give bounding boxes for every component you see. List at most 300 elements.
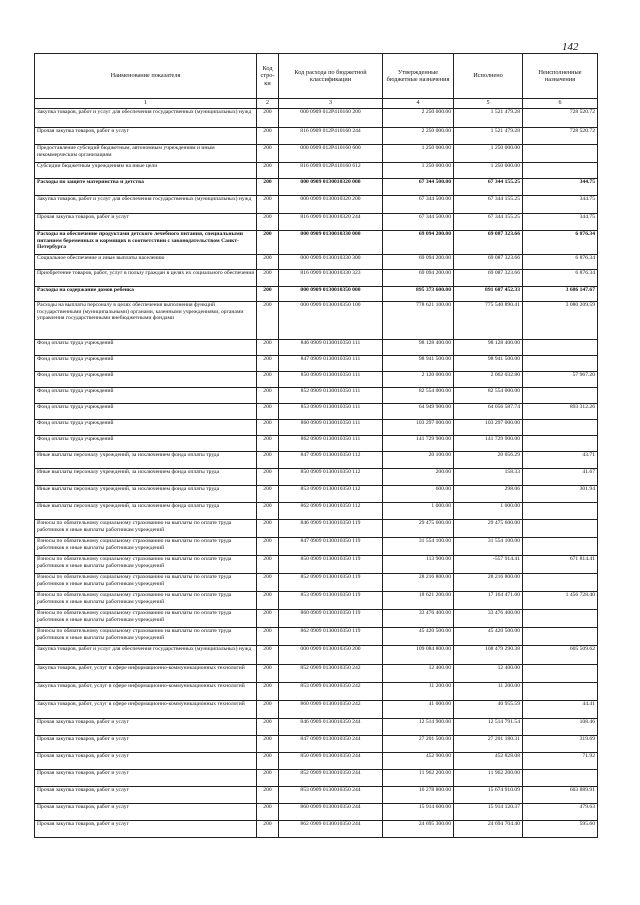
cell-indicator-name: Закупка товаров, работ, услуг в сфере информационно-коммуникационных технологий bbox=[35, 701, 257, 719]
cell-indicator-name: Фонд оплаты труда учреждений bbox=[35, 356, 257, 372]
cell-indicator-name: Закупка товаров, работ, услуг в сфере информационно-коммуникационных технологий bbox=[35, 665, 257, 683]
cell-indicator-name: Фонд оплаты труда учреждений bbox=[35, 436, 257, 452]
cell-approved: 31 554 100.00 bbox=[383, 538, 454, 556]
cell-unexecuted: 6 876.34 bbox=[523, 270, 598, 287]
cell-executed: 1 250 000.00 bbox=[454, 163, 523, 179]
cell-expense-code: 816 0909 0130010320 244 bbox=[279, 214, 383, 231]
cell-unexecuted: 1 456 728.40 bbox=[523, 592, 598, 610]
cell-approved: 28 216 800.00 bbox=[383, 574, 454, 592]
cell-indicator-name: Взносы по обязательному социальному страхованию на выплаты по оплате труда работников и иные выплаты работникам учреждений bbox=[35, 538, 257, 556]
header-unexecuted: Неисполненные назначения bbox=[523, 54, 598, 99]
cell-line-code: 200 bbox=[257, 628, 279, 646]
cell-line-code: 200 bbox=[257, 610, 279, 628]
cell-executed: 31 554 100.00 bbox=[454, 538, 523, 556]
cell-indicator-name: Прочая закупка товаров, работ и услуг bbox=[35, 821, 257, 838]
cell-executed: 67 344 155.25 bbox=[454, 196, 523, 214]
cell-line-code: 200 bbox=[257, 701, 279, 719]
cell-approved: 2 250 000.00 bbox=[383, 128, 454, 145]
cell-indicator-name: Взносы по обязательному социальному страхованию на выплаты по оплате труда работников и иные выплаты работникам учреждений bbox=[35, 556, 257, 574]
cell-unexecuted bbox=[523, 610, 598, 628]
cell-approved: 103 297 000.00 bbox=[383, 420, 454, 436]
cell-unexecuted bbox=[523, 420, 598, 436]
cell-unexecuted bbox=[523, 520, 598, 538]
cell-line-code: 200 bbox=[257, 503, 279, 520]
header-expense-code: Код расхода по бюджетной классификации bbox=[279, 54, 383, 99]
cell-line-code: 200 bbox=[257, 388, 279, 404]
cell-indicator-name: Приобретение товаров, работ, услуг в пользу граждан в целях их социального обеспечения bbox=[35, 270, 257, 287]
cell-approved: 1 250 000.00 bbox=[383, 145, 454, 163]
table-row bbox=[35, 592, 598, 610]
table-row bbox=[35, 804, 598, 821]
cell-unexecuted: 6 876.34 bbox=[523, 255, 598, 270]
cell-approved: 11 200.00 bbox=[383, 683, 454, 701]
table-row bbox=[35, 196, 598, 214]
cell-indicator-name: Иные выплаты персоналу учреждений, за исключением фонда оплаты труда bbox=[35, 469, 257, 486]
cell-unexecuted: 344.75 bbox=[523, 179, 598, 196]
cell-unexecuted bbox=[523, 503, 598, 520]
cell-line-code: 200 bbox=[257, 340, 279, 356]
cell-unexecuted: 893 312.26 bbox=[523, 404, 598, 420]
table-row bbox=[35, 503, 598, 520]
cell-line-code: 200 bbox=[257, 372, 279, 388]
column-number: 6 bbox=[523, 99, 598, 109]
cell-executed: 40 955.59 bbox=[454, 701, 523, 719]
cell-unexecuted: 3 080 209.59 bbox=[523, 302, 598, 340]
column-number: 1 bbox=[35, 99, 257, 109]
cell-indicator-name: Закупка товаров, работ и услуг для обеспечения государственных (муниципальных) нужд bbox=[35, 196, 257, 214]
table-row bbox=[35, 420, 598, 436]
cell-indicator-name: Расходы на выплаты персоналу в целях обеспечения выполнения функций государственными (муниципальными) органами, казенными учреждениями, органами управления государственными внебюджетными фондами bbox=[35, 302, 257, 340]
cell-approved: 2 120 000.00 bbox=[383, 372, 454, 388]
cell-indicator-name: Прочая закупка товаров, работ и услуг bbox=[35, 787, 257, 804]
cell-line-code: 200 bbox=[257, 452, 279, 469]
cell-expense-code: 862 0909 0130010350 112 bbox=[279, 503, 383, 520]
table-row bbox=[35, 469, 598, 486]
cell-indicator-name: Прочая закупка товаров, работ и услуг bbox=[35, 736, 257, 753]
cell-executed: 98 941 500.00 bbox=[454, 356, 523, 372]
cell-unexecuted bbox=[523, 145, 598, 163]
cell-executed: 1 521 479.28 bbox=[454, 128, 523, 145]
table-row bbox=[35, 770, 598, 787]
cell-executed: 775 540 890.41 bbox=[454, 302, 523, 340]
cell-unexecuted: 71.92 bbox=[523, 753, 598, 770]
cell-unexecuted: 43.71 bbox=[523, 452, 598, 469]
cell-line-code: 200 bbox=[257, 753, 279, 770]
cell-line-code: 200 bbox=[257, 356, 279, 372]
column-number: 2 bbox=[257, 99, 279, 109]
cell-expense-code: 850 0909 0130010350 111 bbox=[279, 372, 383, 388]
table-row bbox=[35, 214, 598, 231]
cell-executed: -557 914.41 bbox=[454, 556, 523, 574]
cell-indicator-name: Прочая закупка товаров, работ и услуг bbox=[35, 804, 257, 821]
cell-approved: 895 373 600.00 bbox=[383, 287, 454, 302]
cell-approved: 45 420 500.00 bbox=[383, 628, 454, 646]
cell-indicator-name: Фонд оплаты труда учреждений bbox=[35, 420, 257, 436]
cell-expense-code: 853 0909 0130010350 119 bbox=[279, 592, 383, 610]
cell-unexecuted: 44.41 bbox=[523, 701, 598, 719]
cell-line-code: 200 bbox=[257, 302, 279, 340]
cell-expense-code: 000 0909 0130010350 200 bbox=[279, 646, 383, 665]
cell-expense-code: 852 0909 0130010350 111 bbox=[279, 388, 383, 404]
cell-executed: 452 828.08 bbox=[454, 753, 523, 770]
cell-line-code: 200 bbox=[257, 163, 279, 179]
table-row bbox=[35, 231, 598, 255]
cell-unexecuted bbox=[523, 574, 598, 592]
cell-indicator-name: Фонд оплаты труда учреждений bbox=[35, 372, 257, 388]
cell-unexecuted bbox=[523, 628, 598, 646]
cell-executed: 12 400.00 bbox=[454, 665, 523, 683]
cell-approved: 67 344 500.00 bbox=[383, 214, 454, 231]
table-row bbox=[35, 452, 598, 469]
cell-unexecuted bbox=[523, 356, 598, 372]
cell-approved: 2 250 000.00 bbox=[383, 109, 454, 128]
cell-expense-code: 853 0909 0130010350 242 bbox=[279, 683, 383, 701]
cell-executed: 98 128 400.00 bbox=[454, 340, 523, 356]
cell-expense-code: 000 0909 0130010320 000 bbox=[279, 179, 383, 196]
cell-line-code: 200 bbox=[257, 196, 279, 214]
cell-line-code: 200 bbox=[257, 109, 279, 128]
cell-expense-code: 860 0909 0130010350 242 bbox=[279, 701, 383, 719]
cell-line-code: 200 bbox=[257, 404, 279, 420]
table-header-row bbox=[35, 54, 598, 99]
cell-unexecuted: 41.67 bbox=[523, 469, 598, 486]
cell-approved: 778 621 100.00 bbox=[383, 302, 454, 340]
cell-executed: 67 344 155.25 bbox=[454, 179, 523, 196]
cell-executed: 141 729 900.00 bbox=[454, 436, 523, 452]
table-row bbox=[35, 109, 598, 128]
table-row bbox=[35, 610, 598, 628]
table-row bbox=[35, 128, 598, 145]
cell-unexecuted: 605 509.62 bbox=[523, 646, 598, 665]
cell-line-code: 200 bbox=[257, 270, 279, 287]
cell-line-code: 200 bbox=[257, 574, 279, 592]
table-row bbox=[35, 736, 598, 753]
table-row bbox=[35, 556, 598, 574]
cell-approved: 12 514 900.00 bbox=[383, 719, 454, 736]
cell-expense-code: 847 0909 0130010350 119 bbox=[279, 538, 383, 556]
cell-unexecuted: 319.69 bbox=[523, 736, 598, 753]
cell-indicator-name: Взносы по обязательному социальному страхованию на выплаты по оплате труда работников и иные выплаты работникам учреждений bbox=[35, 520, 257, 538]
cell-executed: 103 297 000.00 bbox=[454, 420, 523, 436]
table-row bbox=[35, 356, 598, 372]
cell-line-code: 200 bbox=[257, 231, 279, 255]
cell-executed: 1 521 479.28 bbox=[454, 109, 523, 128]
cell-line-code: 200 bbox=[257, 469, 279, 486]
column-number: 4 bbox=[383, 99, 454, 109]
cell-approved: 600.00 bbox=[383, 486, 454, 503]
cell-line-code: 200 bbox=[257, 128, 279, 145]
column-number: 3 bbox=[279, 99, 383, 109]
cell-executed: 12 514 791.54 bbox=[454, 719, 523, 736]
cell-indicator-name: Закупка товаров, работ и услуг для обеспечения государственных (муниципальных) нужд bbox=[35, 646, 257, 665]
cell-executed: 20 056.29 bbox=[454, 452, 523, 469]
cell-indicator-name: Иные выплаты персоналу учреждений, за исключением фонда оплаты труда bbox=[35, 486, 257, 503]
table-row bbox=[35, 486, 598, 503]
cell-expense-code: 847 0909 0130010350 112 bbox=[279, 452, 383, 469]
column-number-row bbox=[35, 99, 598, 109]
cell-approved: 20 100.00 bbox=[383, 452, 454, 469]
cell-line-code: 200 bbox=[257, 683, 279, 701]
cell-unexecuted: 344.75 bbox=[523, 214, 598, 231]
cell-line-code: 200 bbox=[257, 592, 279, 610]
cell-indicator-name: Прочая закупка товаров, работ и услуг bbox=[35, 753, 257, 770]
cell-executed: 69 087 323.66 bbox=[454, 270, 523, 287]
cell-approved: 29 475 600.00 bbox=[383, 520, 454, 538]
table-row bbox=[35, 683, 598, 701]
header-approved: Утвержденные бюджетные назначения bbox=[383, 54, 454, 99]
cell-unexecuted: 728 520.72 bbox=[523, 128, 598, 145]
cell-line-code: 200 bbox=[257, 646, 279, 665]
cell-unexecuted bbox=[523, 770, 598, 787]
cell-expense-code: 860 0909 0130010350 111 bbox=[279, 420, 383, 436]
cell-expense-code: 862 0909 0130010350 244 bbox=[279, 821, 383, 838]
cell-executed: 29 475 600.00 bbox=[454, 520, 523, 538]
cell-approved: 98 941 500.00 bbox=[383, 356, 454, 372]
cell-line-code: 200 bbox=[257, 736, 279, 753]
cell-executed: 69 087 323.66 bbox=[454, 231, 523, 255]
cell-executed: 82 554 000.00 bbox=[454, 388, 523, 404]
cell-indicator-name: Прочая закупка товаров, работ и услуг bbox=[35, 214, 257, 231]
cell-unexecuted: 671 814.41 bbox=[523, 556, 598, 574]
cell-expense-code: 000 0909 0130010350 000 bbox=[279, 287, 383, 302]
cell-expense-code: 000 0909 0130010350 100 bbox=[279, 302, 383, 340]
cell-approved: 1 000.00 bbox=[383, 503, 454, 520]
cell-approved: 67 344 500.00 bbox=[383, 179, 454, 196]
table-row bbox=[35, 701, 598, 719]
cell-approved: 1 250 000.00 bbox=[383, 163, 454, 179]
cell-indicator-name: Фонд оплаты труда учреждений bbox=[35, 340, 257, 356]
page-number: 142 bbox=[562, 41, 579, 53]
cell-indicator-name: Социальное обеспечение и иные выплаты населению bbox=[35, 255, 257, 270]
cell-indicator-name: Прочая закупка товаров, работ и услуг bbox=[35, 128, 257, 145]
cell-executed: 15 674 910.09 bbox=[454, 787, 523, 804]
cell-unexecuted: 301.94 bbox=[523, 486, 598, 503]
cell-approved: 33 476 400.00 bbox=[383, 610, 454, 628]
cell-approved: 24 695 300.00 bbox=[383, 821, 454, 838]
cell-expense-code: 846 0909 0130010350 119 bbox=[279, 520, 383, 538]
cell-unexecuted: 108.46 bbox=[523, 719, 598, 736]
table-row bbox=[35, 287, 598, 302]
cell-line-code: 200 bbox=[257, 787, 279, 804]
cell-expense-code: 852 0909 0130010350 119 bbox=[279, 574, 383, 592]
cell-unexecuted bbox=[523, 340, 598, 356]
cell-executed: 69 087 323.66 bbox=[454, 255, 523, 270]
cell-line-code: 200 bbox=[257, 486, 279, 503]
cell-unexecuted bbox=[523, 163, 598, 179]
table-row bbox=[35, 574, 598, 592]
cell-expense-code: 852 0909 0130010350 244 bbox=[279, 770, 383, 787]
cell-executed: 11 200.00 bbox=[454, 683, 523, 701]
cell-line-code: 200 bbox=[257, 255, 279, 270]
budget-execution-table bbox=[34, 53, 598, 838]
cell-approved: 82 554 000.00 bbox=[383, 388, 454, 404]
header-executed: Исполнено bbox=[454, 54, 523, 99]
cell-line-code: 200 bbox=[257, 287, 279, 302]
cell-expense-code: 850 0909 0130010350 119 bbox=[279, 556, 383, 574]
cell-expense-code: 853 0909 0130010350 111 bbox=[279, 404, 383, 420]
cell-unexecuted: 595.60 bbox=[523, 821, 598, 838]
column-number: 5 bbox=[454, 99, 523, 109]
cell-executed: 158.33 bbox=[454, 469, 523, 486]
table-row bbox=[35, 388, 598, 404]
cell-executed: 33 476 400.00 bbox=[454, 610, 523, 628]
cell-line-code: 200 bbox=[257, 538, 279, 556]
cell-indicator-name: Фонд оплаты труда учреждений bbox=[35, 388, 257, 404]
cell-line-code: 200 bbox=[257, 665, 279, 683]
cell-expense-code: 846 0909 0130010350 111 bbox=[279, 340, 383, 356]
table-row bbox=[35, 665, 598, 683]
cell-indicator-name: Взносы по обязательному социальному страхованию на выплаты по оплате труда работников и иные выплаты работникам учреждений bbox=[35, 574, 257, 592]
cell-unexecuted bbox=[523, 683, 598, 701]
cell-executed: 15 914 120.37 bbox=[454, 804, 523, 821]
cell-unexecuted: 57 967.20 bbox=[523, 372, 598, 388]
cell-indicator-name: Расходы на содержание домов ребенка bbox=[35, 287, 257, 302]
cell-executed: 2 062 032.80 bbox=[454, 372, 523, 388]
cell-indicator-name: Взносы по обязательному социальному страхованию на выплаты по оплате труда работников и иные выплаты работникам учреждений bbox=[35, 610, 257, 628]
cell-indicator-name: Закупка товаров, работ и услуг для обеспечения государственных (муниципальных) нужд bbox=[35, 109, 257, 128]
cell-expense-code: 853 0909 0130010350 244 bbox=[279, 787, 383, 804]
table-row bbox=[35, 628, 598, 646]
cell-expense-code: 862 0909 0130010350 119 bbox=[279, 628, 383, 646]
cell-expense-code: 846 0909 0130010350 244 bbox=[279, 719, 383, 736]
cell-line-code: 200 bbox=[257, 821, 279, 838]
cell-approved: 452 900.00 bbox=[383, 753, 454, 770]
cell-line-code: 200 bbox=[257, 804, 279, 821]
cell-line-code: 200 bbox=[257, 556, 279, 574]
table-row bbox=[35, 719, 598, 736]
cell-approved: 11 962 200.00 bbox=[383, 770, 454, 787]
cell-expense-code: 816 0909 012Р410160 244 bbox=[279, 128, 383, 145]
cell-line-code: 200 bbox=[257, 179, 279, 196]
table-row bbox=[35, 646, 598, 665]
cell-executed: 28 216 800.00 bbox=[454, 574, 523, 592]
cell-executed: 45 420 500.00 bbox=[454, 628, 523, 646]
cell-executed: 298.06 bbox=[454, 486, 523, 503]
cell-approved: 113 900.00 bbox=[383, 556, 454, 574]
cell-line-code: 200 bbox=[257, 420, 279, 436]
cell-approved: 109 084 800.00 bbox=[383, 646, 454, 665]
cell-approved: 98 128 400.00 bbox=[383, 340, 454, 356]
cell-expense-code: 853 0909 0130010350 112 bbox=[279, 486, 383, 503]
cell-line-code: 200 bbox=[257, 145, 279, 163]
cell-expense-code: 816 0909 0130010330 323 bbox=[279, 270, 383, 287]
cell-expense-code: 847 0909 0130010350 244 bbox=[279, 736, 383, 753]
cell-indicator-name: Расходы по защите материнства и детства bbox=[35, 179, 257, 196]
cell-approved: 69 094 200.00 bbox=[383, 270, 454, 287]
cell-indicator-name: Закупка товаров, работ, услуг в сфере информационно-коммуникационных технологий bbox=[35, 683, 257, 701]
cell-approved: 15 914 600.00 bbox=[383, 804, 454, 821]
cell-indicator-name: Прочая закупка товаров, работ и услуг bbox=[35, 770, 257, 787]
cell-indicator-name: Фонд оплаты труда учреждений bbox=[35, 404, 257, 420]
header-line-code: Код стро- ки bbox=[257, 54, 279, 99]
table-row bbox=[35, 520, 598, 538]
cell-executed: 11 962 200.00 bbox=[454, 770, 523, 787]
cell-executed: 891 687 452.33 bbox=[454, 287, 523, 302]
table-row bbox=[35, 753, 598, 770]
table-row bbox=[35, 302, 598, 340]
cell-expense-code: 862 0909 0130010350 111 bbox=[279, 436, 383, 452]
cell-unexecuted bbox=[523, 538, 598, 556]
cell-unexecuted bbox=[523, 436, 598, 452]
cell-expense-code: 000 0909 0130010330 000 bbox=[279, 231, 383, 255]
cell-approved: 18 621 200.00 bbox=[383, 592, 454, 610]
table-row bbox=[35, 145, 598, 163]
cell-expense-code: 000 0909 0130010320 200 bbox=[279, 196, 383, 214]
cell-approved: 27 201 500.00 bbox=[383, 736, 454, 753]
table-row bbox=[35, 538, 598, 556]
table-row bbox=[35, 821, 598, 838]
cell-executed: 67 344 155.25 bbox=[454, 214, 523, 231]
cell-approved: 16 278 800.00 bbox=[383, 787, 454, 804]
cell-line-code: 200 bbox=[257, 520, 279, 538]
cell-approved: 200.00 bbox=[383, 469, 454, 486]
cell-unexecuted: 479.63 bbox=[523, 804, 598, 821]
table-row bbox=[35, 340, 598, 356]
cell-approved: 12 400.00 bbox=[383, 665, 454, 683]
header-indicator-name: Наименование показателя bbox=[35, 54, 257, 99]
cell-expense-code: 000 0909 0130010330 300 bbox=[279, 255, 383, 270]
cell-executed: 64 056 587.74 bbox=[454, 404, 523, 420]
cell-unexecuted: 6 876.34 bbox=[523, 231, 598, 255]
cell-line-code: 200 bbox=[257, 719, 279, 736]
table-row bbox=[35, 163, 598, 179]
table-row bbox=[35, 255, 598, 270]
cell-executed: 27 201 180.31 bbox=[454, 736, 523, 753]
cell-approved: 69 094 200.00 bbox=[383, 255, 454, 270]
cell-executed: 108 479 290.38 bbox=[454, 646, 523, 665]
cell-indicator-name: Предоставление субсидий бюджетным, автономным учреждениям и иным некоммерческим организациям bbox=[35, 145, 257, 163]
cell-approved: 67 344 500.00 bbox=[383, 196, 454, 214]
cell-indicator-name: Прочая закупка товаров, работ и услуг bbox=[35, 719, 257, 736]
cell-expense-code: 000 0909 012Р410160 600 bbox=[279, 145, 383, 163]
cell-indicator-name: Взносы по обязательному социальному страхованию на выплаты по оплате труда работников и иные выплаты работникам учреждений bbox=[35, 628, 257, 646]
cell-indicator-name: Расходы на обеспечение продуктами детского лечебного питания, специальными питанием беременных и кормящих в соответствии с законодательством Санкт-Петербурга bbox=[35, 231, 257, 255]
table-row bbox=[35, 787, 598, 804]
cell-line-code: 200 bbox=[257, 770, 279, 787]
cell-executed: 17 164 471.60 bbox=[454, 592, 523, 610]
cell-unexecuted: 344.75 bbox=[523, 196, 598, 214]
cell-unexecuted bbox=[523, 388, 598, 404]
cell-approved: 141 729 900.00 bbox=[383, 436, 454, 452]
table-row bbox=[35, 404, 598, 420]
cell-expense-code: 852 0909 0130010350 242 bbox=[279, 665, 383, 683]
cell-expense-code: 847 0909 0130010350 111 bbox=[279, 356, 383, 372]
cell-indicator-name: Иные выплаты персоналу учреждений, за исключением фонда оплаты труда bbox=[35, 503, 257, 520]
table-row bbox=[35, 436, 598, 452]
cell-approved: 64 949 900.00 bbox=[383, 404, 454, 420]
cell-expense-code: 860 0909 0130010350 244 bbox=[279, 804, 383, 821]
cell-executed: 24 694 704.40 bbox=[454, 821, 523, 838]
cell-line-code: 200 bbox=[257, 436, 279, 452]
cell-line-code: 200 bbox=[257, 214, 279, 231]
cell-expense-code: 850 0909 0130010350 112 bbox=[279, 469, 383, 486]
table-row bbox=[35, 179, 598, 196]
cell-unexecuted: 728 520.72 bbox=[523, 109, 598, 128]
cell-unexecuted: 3 686 147.67 bbox=[523, 287, 598, 302]
cell-indicator-name: Субсидии бюджетным учреждениям на иные цели bbox=[35, 163, 257, 179]
cell-indicator-name: Взносы по обязательному социальному страхованию на выплаты по оплате труда работников и иные выплаты работникам учреждений bbox=[35, 592, 257, 610]
cell-expense-code: 000 0909 012Р410160 200 bbox=[279, 109, 383, 128]
cell-expense-code: 816 0909 012Р410160 612 bbox=[279, 163, 383, 179]
cell-indicator-name: Иные выплаты персоналу учреждений, за исключением фонда оплаты труда bbox=[35, 452, 257, 469]
cell-expense-code: 860 0909 0130010350 119 bbox=[279, 610, 383, 628]
cell-executed: 1 250 000.00 bbox=[454, 145, 523, 163]
cell-expense-code: 850 0909 0130010350 244 bbox=[279, 753, 383, 770]
cell-executed: 1 000.00 bbox=[454, 503, 523, 520]
cell-approved: 41 000.00 bbox=[383, 701, 454, 719]
cell-unexecuted bbox=[523, 665, 598, 683]
cell-unexecuted: 603 889.91 bbox=[523, 787, 598, 804]
